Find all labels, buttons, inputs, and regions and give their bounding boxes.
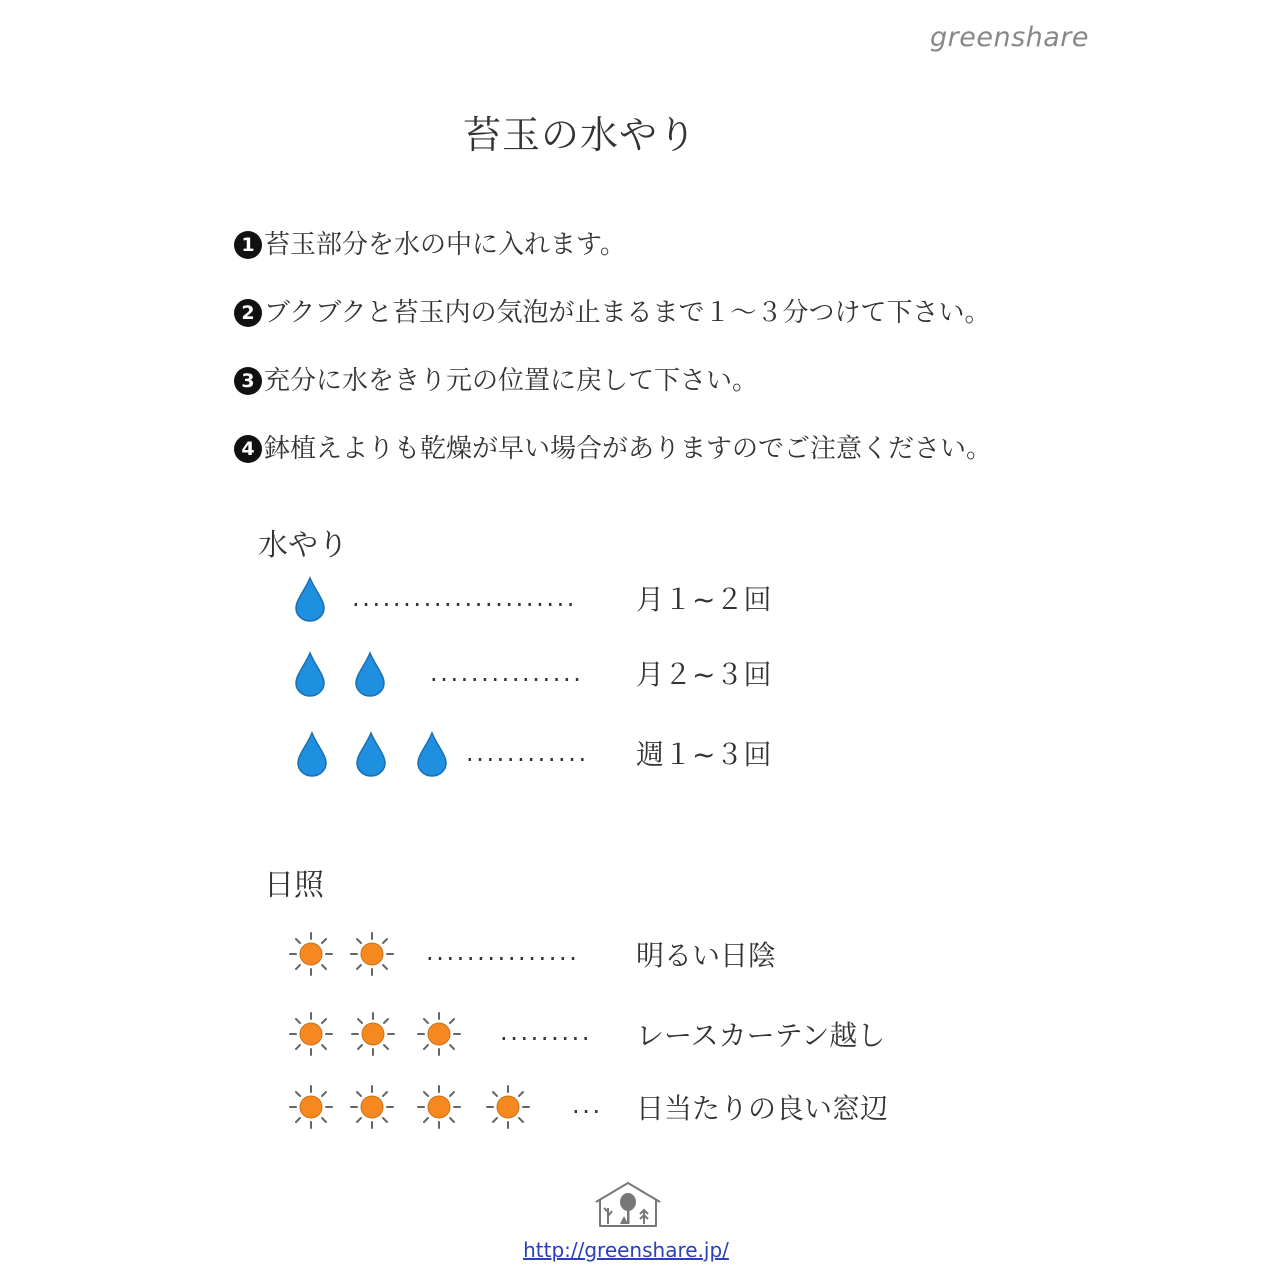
- brand-logo-text: greenshare: [930, 22, 1090, 53]
- water-drop-icon: [353, 651, 387, 697]
- leader-dots: ...: [572, 1091, 603, 1119]
- leader-dots: ............: [466, 739, 589, 767]
- greenshare-house-logo-icon: [592, 1180, 664, 1230]
- sunlight-condition-label: レースカーテン越し: [636, 1019, 886, 1052]
- water-drop-icon: [295, 731, 329, 777]
- instruction-text: 苔玉部分を水の中に入れます。: [264, 230, 626, 260]
- sun-icon: [485, 1084, 531, 1130]
- sunlight-heading: 日照: [264, 868, 324, 903]
- leader-dots: .........: [500, 1018, 593, 1046]
- instruction-text: 充分に水をきり元の位置に戻して下さい。: [264, 366, 759, 396]
- instruction-2: [234, 296, 1134, 330]
- water-drop-icon: [354, 731, 388, 777]
- watering-row-1: [0, 570, 1280, 630]
- instruction-text: ブクブクと苔玉内の気泡が止まるまで１～３分つけて下さい。: [264, 298, 991, 328]
- leader-dots: ...............: [430, 659, 584, 687]
- watering-heading: 水やり: [258, 528, 348, 563]
- page-title: 苔玉の水やり: [462, 113, 697, 157]
- step-number-1: 1: [234, 231, 262, 259]
- leader-dots: ......................: [352, 584, 578, 612]
- sun-icon: [350, 1011, 396, 1057]
- watering-row-2: [0, 645, 1280, 705]
- sun-icon: [349, 1084, 395, 1130]
- sun-icon: [349, 931, 395, 977]
- step-number-4: 4: [234, 435, 262, 463]
- sunlight-row-2: [0, 1004, 1280, 1064]
- sunlight-row-3: [0, 1077, 1280, 1137]
- watering-row-3: [0, 725, 1280, 785]
- sunlight-condition-label: 明るい日陰: [636, 939, 777, 972]
- step-number-2: 2: [234, 299, 262, 327]
- water-drop-icon: [293, 576, 327, 622]
- instruction-3: [234, 364, 1134, 398]
- sun-icon: [416, 1084, 462, 1130]
- sun-icon: [288, 931, 334, 977]
- sunlight-row-1: [0, 924, 1280, 984]
- sun-icon: [288, 1084, 334, 1130]
- sun-icon: [288, 1011, 334, 1057]
- step-number-3: 3: [234, 367, 262, 395]
- watering-frequency-label: 週１~３回: [636, 738, 772, 771]
- sunlight-condition-label: 日当たりの良い窓辺: [636, 1092, 889, 1125]
- sun-icon: [416, 1011, 462, 1057]
- water-drop-icon: [415, 731, 449, 777]
- leader-dots: ...............: [426, 938, 580, 966]
- watering-frequency-label: 月１~２回: [636, 583, 772, 616]
- water-drop-icon: [293, 651, 327, 697]
- instruction-4: [234, 432, 1134, 466]
- watering-frequency-label: 月２~３回: [636, 658, 772, 691]
- instruction-text: 鉢植えよりも乾燥が早い場合がありますのでご注意ください。: [264, 434, 993, 464]
- website-link[interactable]: http://greenshare.jp/: [523, 1238, 729, 1262]
- instruction-1: [234, 228, 1134, 262]
